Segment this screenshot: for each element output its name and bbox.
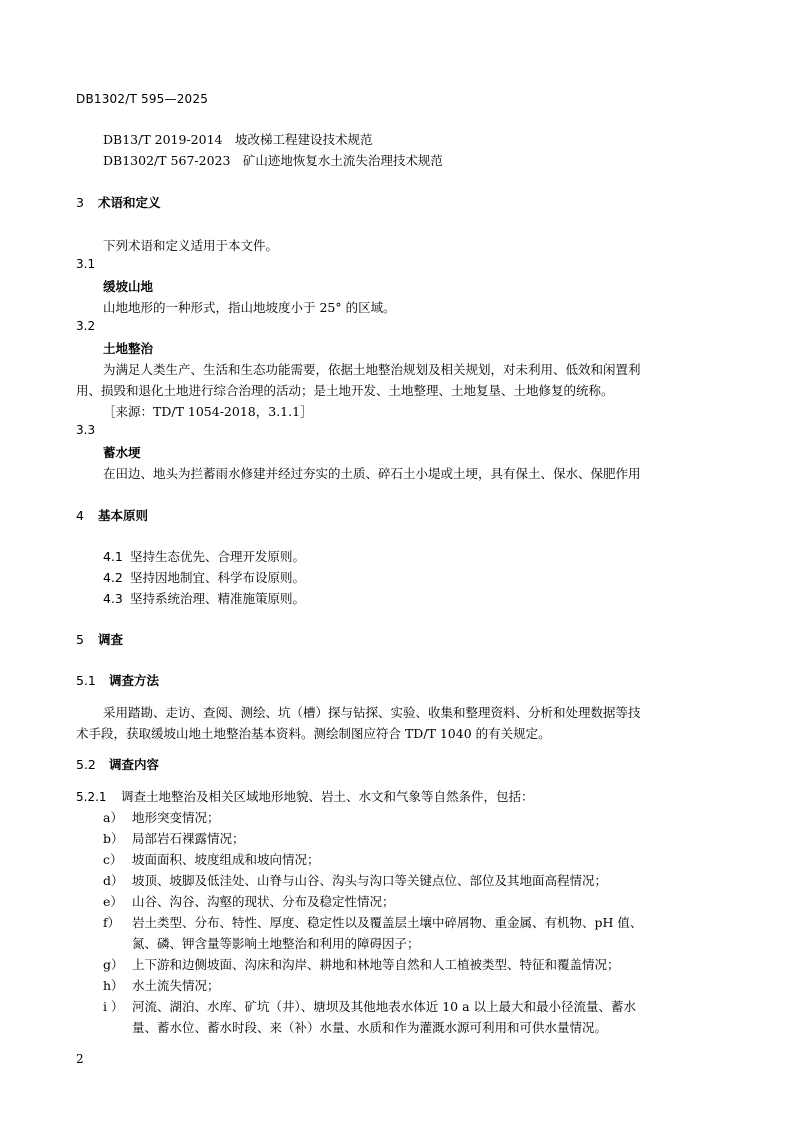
term-number: 3.2 xyxy=(76,319,96,333)
principle-text: 坚持系统治理、精准施策原则。 xyxy=(130,591,306,606)
principle-text: 坚持生态优先、合理开发原则。 xyxy=(130,549,306,564)
section-number: 4 xyxy=(76,508,84,523)
page-number: 2 xyxy=(76,1052,84,1066)
list-item xyxy=(103,829,245,847)
list-text: 上下游和边侧坡面、沟床和沟岸、耕地和林地等自然和人工植被类型、特征和覆盖情况； xyxy=(132,957,620,972)
term-definition: 山地地形的一种形式，指山地坡度小于 25° 的区域。 xyxy=(103,300,396,315)
subsection-heading xyxy=(76,671,159,689)
term-number: 3.3 xyxy=(76,423,96,437)
clause-number: 5.2.1 xyxy=(76,790,107,804)
list-marker: c） xyxy=(103,852,123,867)
principle-text: 坚持因地制宜、科学布设原则。 xyxy=(130,570,306,585)
principle-number: 4.3 xyxy=(103,591,123,606)
list-marker: i ） xyxy=(103,999,124,1014)
term-name: 蓄水埂 xyxy=(103,445,141,460)
section-number: 5 xyxy=(76,632,84,647)
list-text: 岩土类型、分布、特性、厚度、稳定性以及覆盖层土壤中碎屑物、重金属、有机物、pH 值、 xyxy=(132,915,643,930)
principle-item xyxy=(103,589,305,607)
list-text: 坡面面积、坡度组成和坡向情况； xyxy=(132,852,320,867)
subsection-number: 5.1 xyxy=(76,673,96,688)
list-text-continued: 量、蓄水位、蓄水时段、来（补）水量、水质和作为灌溉水源可利用和可供水量情况。 xyxy=(132,1020,608,1035)
section-heading xyxy=(76,630,123,648)
list-item xyxy=(103,871,607,889)
list-text: 水土流失情况； xyxy=(132,978,220,993)
list-marker: d） xyxy=(103,873,124,888)
paragraph-line: 采用踏勘、走访、查阅、测绘、坑（槽）探与钻探、实验、收集和整理资料、分析和处理数据等技 xyxy=(103,705,641,720)
paragraph-line: 下列术语和定义适用于本文件。 xyxy=(103,238,279,253)
principle-item xyxy=(103,568,305,586)
term-definition: 用、损毁和退化土地进行综合治理的活动；是土地开发、土地整理、土地复垦、土地修复的统称。 xyxy=(76,383,614,398)
term-definition: 在田边、地头为拦蓄雨水修建并经过夯实的土质、碎石土小堤或土埂，具有保土、保水、保肥作用 xyxy=(103,466,641,481)
doc-code-header: DB1302/T 595—2025 xyxy=(76,92,209,106)
list-marker: e） xyxy=(103,894,123,909)
list-item xyxy=(103,997,636,1015)
term-name: 缓坡山地 xyxy=(103,279,154,294)
term-definition: 为满足人类生产、生活和生态功能需要，依据土地整治规划及相关规划，对未利用、低效和闲置利 xyxy=(103,362,641,377)
list-item xyxy=(103,913,642,931)
principle-number: 4.1 xyxy=(103,549,123,564)
reference-item: DB13/T 2019-2014 坡改梯工程建设技术规范 xyxy=(103,132,373,147)
section-title: 调查 xyxy=(98,632,124,647)
section-heading xyxy=(76,193,161,211)
term-number: 3.1 xyxy=(76,257,96,271)
section-title: 术语和定义 xyxy=(98,195,161,210)
subsection-number: 5.2 xyxy=(76,757,96,772)
list-marker: a） xyxy=(103,810,123,825)
section-number: 3 xyxy=(76,195,84,210)
list-text: 局部岩石裸露情况； xyxy=(132,831,245,846)
list-marker: g） xyxy=(103,957,124,972)
section-heading xyxy=(76,506,148,524)
clause xyxy=(76,787,534,805)
list-marker: b） xyxy=(103,831,124,846)
list-item xyxy=(103,850,320,868)
subsection-heading xyxy=(76,755,159,773)
subsection-title: 调查方法 xyxy=(109,673,160,688)
term-source: ［来源：TD/T 1054-2018，3.1.1］ xyxy=(103,404,313,419)
list-text-continued: 氮、磷、钾含量等影响土地整治和利用的障碍因子； xyxy=(132,936,420,951)
list-text: 地形突变情况； xyxy=(132,810,220,825)
subsection-title: 调查内容 xyxy=(109,757,160,772)
list-item xyxy=(103,892,395,910)
list-item xyxy=(103,808,220,826)
principle-item xyxy=(103,547,305,565)
list-text: 河流、湖泊、水库、矿坑（井）、塘坝及其他地表水体近 10 a 以上最大和最小径流量、蓄水 xyxy=(132,999,637,1014)
section-title: 基本原则 xyxy=(98,508,149,523)
list-text: 坡顶、坡脚及低洼处、山脊与山谷、沟头与沟口等关键点位、部位及其地面高程情况； xyxy=(132,873,608,888)
term-name: 土地整治 xyxy=(103,341,154,356)
list-item xyxy=(103,976,220,994)
list-marker: h） xyxy=(103,978,124,993)
reference-item: DB1302/T 567-2023 矿山迹地恢复水土流失治理技术规范 xyxy=(103,153,443,168)
clause-text: 调查土地整治及相关区域地形地貌、岩土、水文和气象等自然条件，包括： xyxy=(121,789,534,804)
list-item xyxy=(103,955,620,973)
list-text: 山谷、沟谷、沟壑的现状、分布及稳定性情况； xyxy=(132,894,395,909)
paragraph-line: 术手段，获取缓坡山地土地整治基本资料。测绘制图应符合 TD/T 1040 的有关规定。 xyxy=(76,726,551,741)
principle-number: 4.2 xyxy=(103,570,123,585)
list-marker: f） xyxy=(103,915,121,930)
